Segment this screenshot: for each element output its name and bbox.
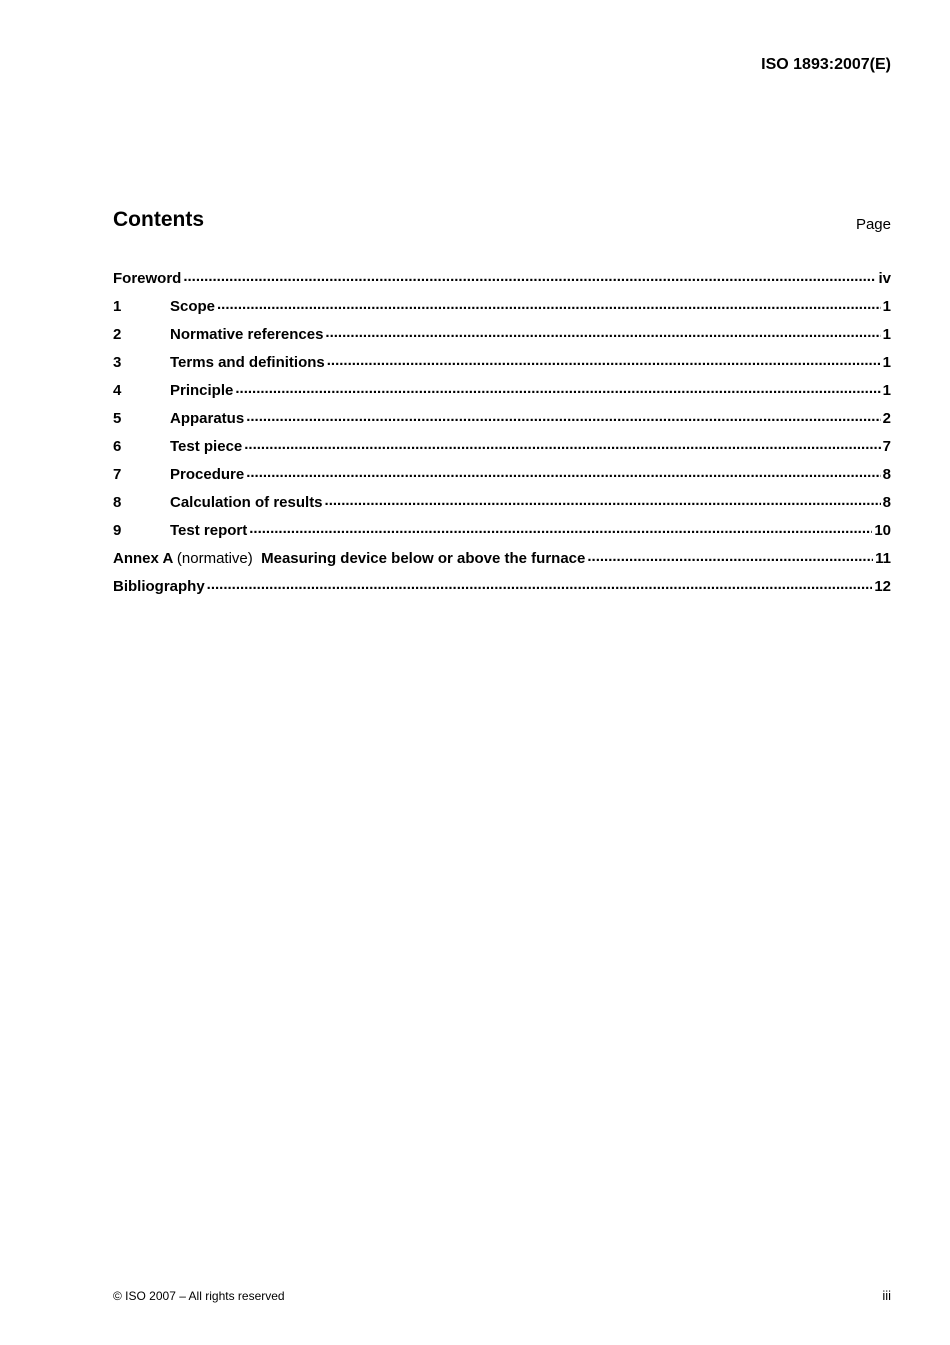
contents-header: [113, 208, 891, 238]
toc-entry-annex-a[interactable]: [113, 548, 891, 576]
toc-entry-number: 4: [113, 382, 122, 399]
toc-dot-leader: [183, 268, 876, 283]
toc-entry-title: Scope: [170, 298, 216, 315]
toc-entry-procedure[interactable]: [113, 464, 891, 492]
toc-dot-leader: [325, 324, 880, 339]
toc-dot-leader: [217, 296, 881, 311]
toc-entry-foreword[interactable]: [113, 268, 891, 296]
toc-entry-title: Calculation of results: [170, 494, 323, 511]
toc-dot-leader: [249, 520, 872, 535]
toc-dot-leader: [246, 464, 880, 479]
toc-entry-title: Normative references: [170, 326, 324, 343]
toc-entry-test-report[interactable]: [113, 520, 891, 548]
annex-title: Measuring device below or above the furnace: [261, 550, 586, 567]
toc-entry-terms-and-definitions[interactable]: [113, 352, 891, 380]
toc-entry-page: 7: [882, 438, 891, 455]
toc-entry-page: 1: [882, 298, 891, 315]
toc-entry-number: 7: [113, 466, 122, 483]
toc-dot-leader: [244, 436, 880, 451]
toc-entry-title: Test piece: [170, 438, 243, 455]
toc-entry-page: 8: [882, 466, 891, 483]
toc-entry-page: 1: [882, 326, 891, 343]
toc-entry-number: 1: [113, 298, 122, 315]
toc-entry-number: 3: [113, 354, 122, 371]
toc-dot-leader: [235, 380, 880, 395]
annex-label: Annex A: [113, 550, 173, 567]
toc-entry-number: 8: [113, 494, 122, 511]
toc-entry-apparatus[interactable]: [113, 408, 891, 436]
toc-dot-leader: [207, 576, 873, 591]
footer-copyright: © ISO 2007 – All rights reserved: [113, 1289, 285, 1303]
toc-entry-number: 2: [113, 326, 122, 343]
toc-dot-leader: [325, 492, 881, 507]
toc-entry-title: Foreword: [113, 270, 182, 287]
toc-entry-normative-references[interactable]: [113, 324, 891, 352]
toc-entry-number: 5: [113, 410, 122, 427]
toc-entry-page: 8: [882, 494, 891, 511]
toc-entry-title: Principle: [170, 382, 234, 399]
footer-page-number: iii: [882, 1288, 891, 1303]
toc-entry-number: 9: [113, 522, 122, 539]
page-column-label: Page: [855, 216, 891, 233]
toc-entry-number: 6: [113, 438, 122, 455]
toc-entry-page: 12: [874, 578, 891, 595]
annex-type: (normative): [176, 550, 253, 567]
toc-entry-scope[interactable]: [113, 296, 891, 324]
toc-dot-leader: [246, 408, 880, 423]
toc-entry-title: Procedure: [170, 466, 245, 483]
toc-dot-leader: [327, 352, 881, 367]
toc-entry-principle[interactable]: [113, 380, 891, 408]
toc-entry-page: 11: [875, 550, 891, 567]
toc-entry-bibliography[interactable]: [113, 576, 891, 604]
toc-dot-leader: [587, 548, 873, 563]
toc-entry-page: 10: [874, 522, 891, 539]
toc-entry-title: Test report: [170, 522, 248, 539]
toc-entry-page: 1: [882, 354, 891, 371]
table-of-contents: [113, 268, 891, 604]
document-id: ISO 1893:2007(E): [761, 56, 891, 73]
toc-entry-calculation-of-results[interactable]: [113, 492, 891, 520]
toc-entry-test-piece[interactable]: [113, 436, 891, 464]
toc-entry-page: 1: [882, 382, 891, 399]
contents-title: Contents: [113, 208, 204, 231]
toc-entry-page: iv: [878, 270, 891, 287]
toc-entry-page: 2: [882, 410, 891, 427]
toc-entry-title: [113, 550, 585, 567]
toc-entry-title: Terms and definitions: [170, 354, 325, 371]
toc-entry-title: Bibliography: [113, 578, 205, 595]
toc-entry-title: Apparatus: [170, 410, 245, 427]
